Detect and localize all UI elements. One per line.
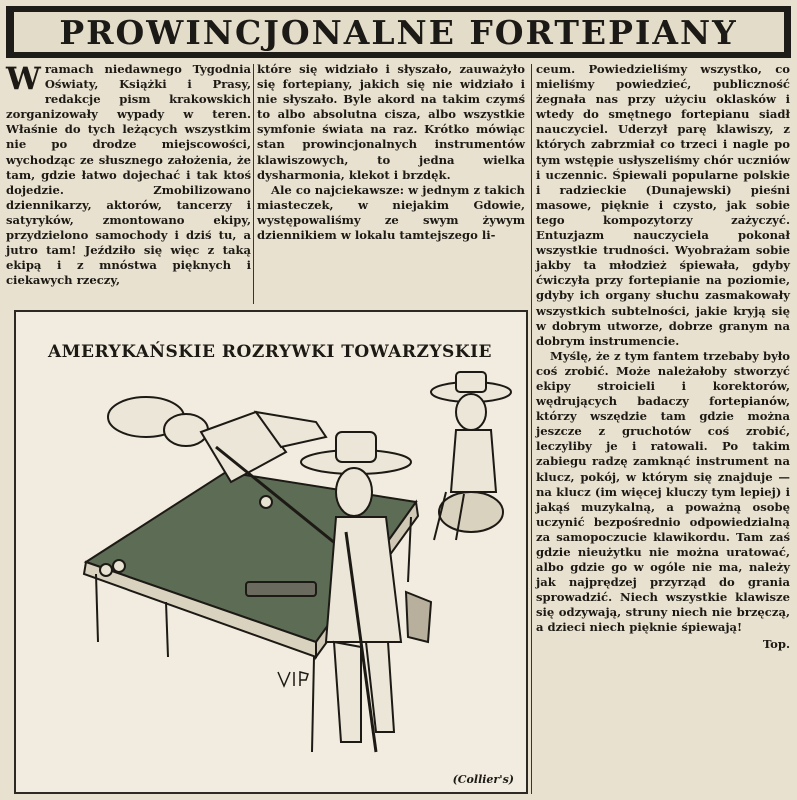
- article-paragraph: ramach niedawnego Tygodnia Oświaty, Książki i Prasy, redakcje pism krakowskich zorganizowały wypady w teren. Właśnie do tych leżących wszystkim nie po drodze miejscowości, wychodząc ze słusznego założenia, że tam, gdzie łatwo dojechać i tak ktoś dojedzie. Zmobilizowano dziennikarzy, aktorów, tancerzy i satyryków, zmontowano ekipy, przydzielono samochody i dziś tu, a jutro tam! Jeździło się więc z taką ekipą i z mnóstwa pięknych i ciekawych rzeczy,: [6, 62, 251, 288]
- article-column-3: [536, 62, 790, 652]
- headline-banner: [6, 6, 791, 58]
- cartoon-credit: (Collier's): [452, 773, 514, 786]
- article-paragraph: Ale co najciekawsze: w jednym z takich miasteczek, w niejakim Gdowie, występowaliśmy ze swym żywym dziennikiem w lokalu tamtejszego li-: [257, 182, 525, 243]
- article-paragraph: Myślę, że z tym fantem trzebaby było coś zrobić. Może należałoby stworzyć ekipy stroicieli i korektorów, wędrujących badaczy fortepianów, którzy wszędzie tam gdzie można jeszcze z gruchotów coś zrobić, leczyliby je i ratowali. Po takim zabiegu radzę zamknąć instrument na klucz, pokój, w którym się znajduje — na klucz (im więcej kluczy tym lepiej) i jakąś muzykalną, a poważną osobę uczynić bezpośrednio odpowiedzialną za samopoczucie klawikordu. Tam zaś gdzie nieużytku nie można uratować, albo gdzie go w ogóle nie ma, należy jak najprędzej przyrząd do grania sprowadzić. Niech wszystkie klawisze się odzywają, struny niech nie brzęczą, a dzieci niech pięknie śpiewają!: [536, 348, 790, 635]
- article-paragraph: ceum. Powiedzieliśmy wszystko, co mieliśmy powiedzieć, publiczność żegnała nas przy użyciu oklasków i wtedy do smętnego fortepianu siadł nauczyciel. Uderzył parę klawiszy, z których zabrzmiał co trzeci i nagle po tym wstępie usłyszeliśmy chór uczniów i uczennic. Śpiewali popularne polskie i radzieckie (Dunajewski) pieśni masowe, pięknie i czysto, jak sobie tego kompozytorzy zażyczyć. Entuzjazm nauczyciela pokonał wszystkie trudności. Wyobrażam sobie jakby ta młodzież śpiewała, gdyby ćwiczyła przy fortepianie na poziomie, gdyby ich organy słuchu zasmakowały wszystkich subtelności, jakie kryją się w dobrym utworze, dobrze granym na dobrym instrumencie.: [536, 62, 790, 348]
- artist-signature-drawing: [278, 672, 308, 686]
- page-title: PROWINCJONALNE FORTEPIANY: [59, 12, 738, 52]
- column-divider: [253, 64, 254, 304]
- cartoon-title: AMERYKAŃSKIE ROZRYWKI TOWARZYSKIE: [47, 342, 492, 362]
- headline-frame: [14, 12, 784, 52]
- author-signature: Top.: [762, 636, 790, 651]
- drop-cap: W: [6, 61, 41, 97]
- article-column-1: [6, 62, 251, 288]
- cartoon-illustration: [14, 310, 528, 794]
- article-column-2: [257, 62, 525, 243]
- column-divider: [531, 64, 532, 794]
- article-paragraph: które się widziało i słyszało, zauważyło się fortepiany, jakich się nie widziało i nie słyszało. Byle akord na takim czymś to albo absolutna cisza, albo wszystkie symfonie świata na raz. Krótko mówiąc stan prowincjonalnych instrumentów klawiszowych, to jedna wielka dysharmonia, klekot i brzdęk.: [257, 62, 525, 182]
- cartoon-drawing: [16, 312, 522, 788]
- seated-spectator-drawing: [431, 372, 511, 540]
